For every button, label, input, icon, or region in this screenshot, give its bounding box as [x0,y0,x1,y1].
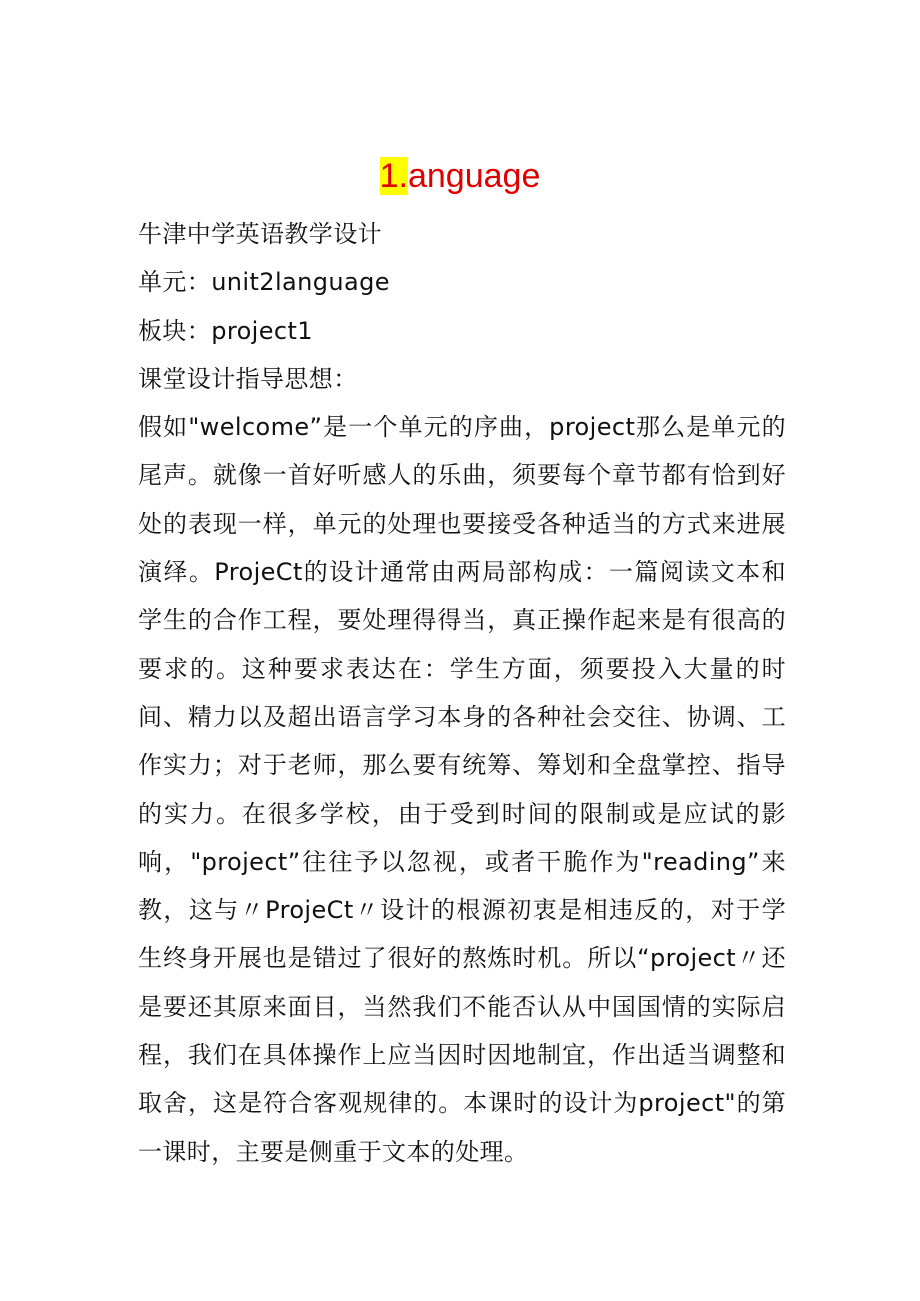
document-body [138,210,786,1176]
title-text: anguage [407,157,541,195]
title-highlight: 1. [379,157,408,195]
subtitle-line: 牛津中学英语教学设计 [138,220,382,248]
module-line: 板块：project1 [138,316,313,345]
guiding-idea-heading: 课堂设计指导思想： [138,364,358,393]
document-title [0,150,920,202]
body-paragraph: 假如"welcome”是一个单元的序曲，project那么是单元的尾声。就像一首好听感人的乐曲，须要每个章节都有恰到好处的表现一样，单元的处理也要接受各种适当的方式来进展演绎。ProjeCt的设计通常由两局部构成：一篇阅读文本和学生的合作工程，要处理得得当，真正操作起来是有很高的要求的。这种要求表达在：学生方面，须要投入大量的时间、精力以及超出语言学习本身的各种社会交往、协调、工作实力；对于老师，那么要有统筹、筹划和全盘掌控、指导的实力。在很多学校，由于受到时间的限制或是应试的影响，"project”往往予以忽视，或者干脆作为"reading”来教，这与〃ProjeCt〃设计的根源初衷是相违反的，对于学生终身开展也是错过了很好的熬炼时机。所以“project〃还是要还其原来面目，当然我们不能否认从中国国情的实际启程，我们在具体操作上应当因时因地制宜，作出适当调整和取舍，这是符合客观规律的。本课时的设计为project"的第一课时，主要是侧重于文本的处理。 [138,413,786,1166]
unit-line: 单元：unit2language [138,268,390,297]
